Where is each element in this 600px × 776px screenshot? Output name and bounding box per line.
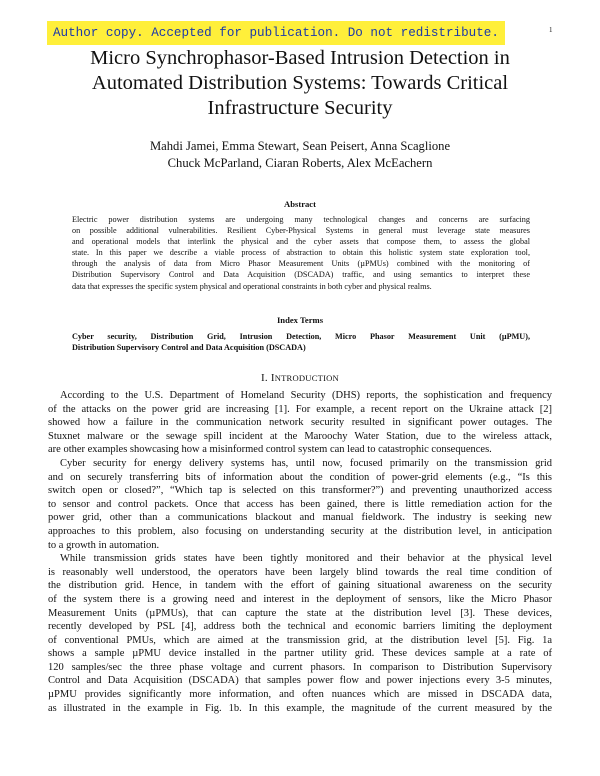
abstract-line: state. In this paper we describe a viable process of abstraction to obtain this holistic system state exploration tool, bbox=[72, 248, 530, 258]
index-terms-line: Distribution Supervisory Control and Data Acquisition (DSCADA) bbox=[72, 343, 306, 353]
abstract-line: through the analysis of data from Micro Phasor Measurement Units (µPMUs) combined with the monitoring of bbox=[72, 259, 530, 269]
title-line: Infrastructure Security bbox=[207, 97, 393, 119]
body-line: Measurement Units (µPMUs), that can capture the state at the distribution level [3]. These devices, bbox=[48, 607, 552, 619]
section-first-letter: I bbox=[270, 372, 275, 384]
title-line: Micro Synchrophasor-Based Intrusion Detection in bbox=[90, 47, 510, 69]
abstract-line: Electric power distribution systems are undergoing many technological changes and concerns are surfacing bbox=[72, 215, 530, 224]
body-line: to a growth in automation. bbox=[48, 539, 160, 551]
body-line: 120 samples/sec the three phase voltage and current phasors. In comparison to Distribution Supervisory bbox=[48, 661, 552, 673]
abstract-line: on possible additional vulnerabilities. Resilient Cyber-Physical Systems in general must leverage state measures bbox=[72, 226, 530, 236]
body-line: recently developed by PSL [4], address both the technical and economic barriers limiting the deployment bbox=[48, 621, 552, 633]
body-line: of the system there is a growing need and interest in the deployment of sensors, like the Micro Phasor bbox=[48, 593, 552, 605]
body-line: of conventional PMUs, which are aimed at the transmission grid, at the distribution level [5]. Fig. 1a bbox=[48, 634, 552, 646]
introduction-body bbox=[48, 389, 552, 715]
body-line: shows a sample µPMU device installed in the partner utility grid. These devices sample at a rate of bbox=[48, 648, 552, 660]
index-terms-body bbox=[72, 331, 530, 353]
abstract-line: Distribution Supervisory Control and Data Acquisition (DSCADA) traffic, and using semantics to interpret these bbox=[72, 270, 530, 280]
index-terms-line: Cyber security, Distribution Grid, Intrusion Detection, Micro Phasor Measurement Unit (µPMU), bbox=[72, 332, 530, 341]
index-terms-heading: Index Terms bbox=[276, 315, 324, 325]
body-line: of the attacks on the power grid are increasing [1]. For example, a recent report on the Ukraine attack [2] bbox=[48, 403, 552, 415]
body-line: are other examples showcasing how a misinformed control system can lead to catastrophic consequences. bbox=[48, 444, 492, 456]
abstract-heading: Abstract bbox=[284, 199, 316, 209]
body-line: to sensor and control packets. Once that access has been gained, there is little remediation action for the bbox=[48, 498, 552, 510]
abstract-line: data that expresses the specific system physical and operational constraints in both cyber and physical realms. bbox=[72, 281, 432, 291]
body-line: switch open or closed?”, “Which tap is selected on this transformer?”) and preventing unauthorized access bbox=[48, 485, 552, 497]
author-line: Mahdi Jamei, Emma Stewart, Sean Peisert, Anna Scaglione bbox=[149, 139, 451, 153]
title-line: Automated Distribution Systems: Towards Critical bbox=[91, 72, 509, 94]
section-heading bbox=[0, 372, 600, 384]
abstract-body bbox=[72, 214, 530, 292]
body-line: Cyber security for energy delivery systems has, until now, focused primarily on the transmission grid bbox=[60, 457, 552, 469]
author-copy-notice bbox=[47, 21, 505, 45]
body-line: power grid, other than a communications blackout and manual fieldwork. The industry is seeking new bbox=[48, 512, 552, 524]
body-line: is reasonably well understood, the operators have been largely blind towards the real time condition of bbox=[48, 566, 552, 578]
body-line: According to the U.S. Department of Homeland Security (DHS) reports, the sophistication and frequency bbox=[60, 390, 552, 401]
author-list bbox=[40, 138, 560, 172]
author-line: Chuck McParland, Ciaran Roberts, Alex McEachern bbox=[167, 156, 433, 170]
page-number: 1 bbox=[549, 26, 553, 34]
section-number: I. bbox=[261, 372, 268, 384]
body-line: µPMU provides significantly more information, and often nuances which are missed in DSCADA data, bbox=[48, 689, 552, 701]
body-line: and on securely transferring bits of information about the condition of power-grid elements (e.g., “Is this bbox=[48, 471, 552, 483]
body-line: showed how a failure in the communication network security resulted in significant power outages. The bbox=[48, 417, 552, 429]
body-line: as illustrated in the example in Fig. 1b. In this example, the magnitude of the current measured by the bbox=[48, 702, 552, 714]
paper-title bbox=[40, 46, 560, 121]
body-line: Stuxnet malware or the sewage spill incident at the Maroochy Water Station, due to the wireless attack, bbox=[48, 430, 552, 442]
notice-text: Author copy. Accepted for publication. Do not redistribute. bbox=[53, 26, 499, 40]
body-line: the distribution grid. Hence, in tandem with the effort of gaining situational awareness on the security bbox=[48, 580, 552, 592]
body-line: While transmission grids states have been tightly monitored and their behavior at the physical level bbox=[60, 553, 552, 565]
section-title-rest: NTRODUCTION bbox=[274, 373, 339, 383]
abstract-line: and operational models that interlink the physical and the cyber assets that compose them, to assess the global bbox=[72, 237, 530, 247]
body-line: Control and Data Acquisition (DSCADA) that samples power flow and power injections every 3-5 minutes, bbox=[48, 675, 552, 687]
body-line: approaches to this problem, also focusing on understanding security at the distribution level, in anticipation bbox=[48, 525, 552, 537]
